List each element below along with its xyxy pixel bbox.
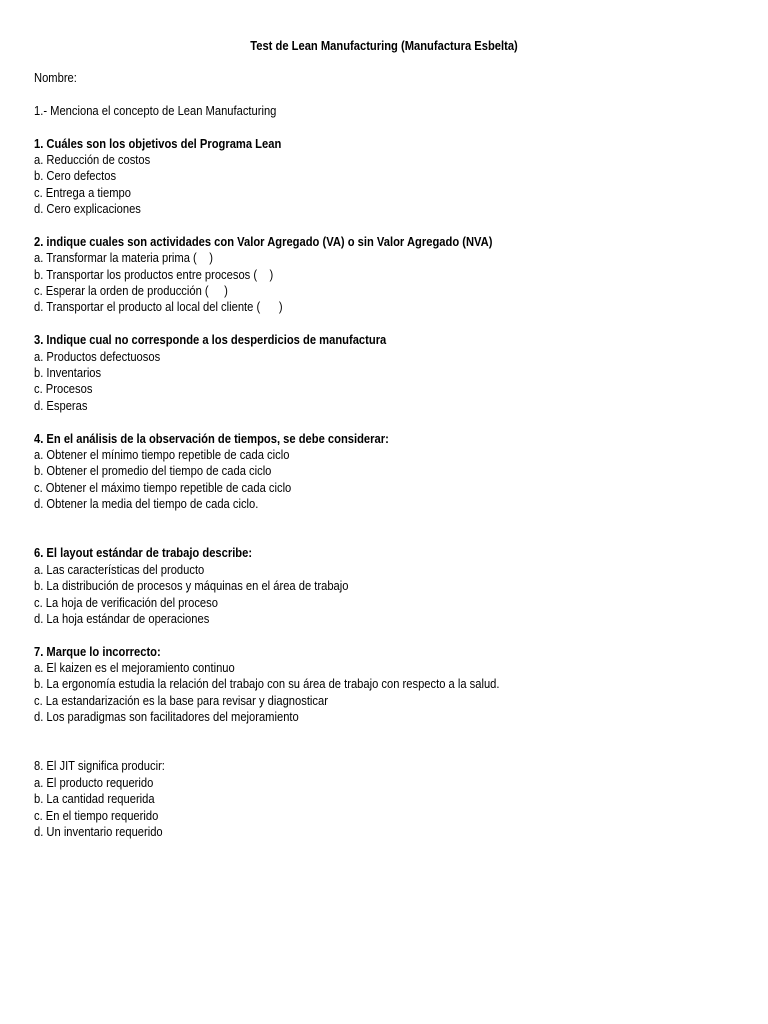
answer-option: a. El producto requerido (34, 774, 154, 790)
spacer (34, 529, 734, 545)
answer-option: b. La ergonomía estudia la relación del trabajo con su área de trabajo con respecto a la salud. (34, 676, 500, 692)
answer-option: a. El kaizen es el mejoramiento continuo (34, 660, 235, 676)
question-heading: 7. Marque lo incorrecto: (34, 643, 161, 659)
question-block (34, 332, 734, 414)
answer-option: a. Las características del producto (34, 561, 205, 577)
spacer (34, 513, 734, 529)
answer-option: a. Obtener el mínimo tiempo repetible de cada ciclo (34, 446, 290, 462)
answer-option: b. Transportar los productos entre procesos ( ) (34, 266, 274, 282)
spacer (34, 86, 734, 102)
answer-option: c. Entrega a tiempo (34, 184, 131, 200)
document-body (34, 70, 734, 840)
answer-option: a. Transformar la materia prima ( ) (34, 250, 213, 266)
question-heading: 6. El layout estándar de trabajo describe: (34, 545, 253, 561)
answer-option: d. La hoja estándar de operaciones (34, 610, 210, 626)
answer-option: d. Esperas (34, 397, 88, 413)
question-block (34, 234, 734, 316)
spacer (34, 119, 734, 135)
answer-option: d. Transportar el producto al local del cliente ( ) (34, 299, 283, 315)
document-title: Test de Lean Manufacturing (Manufactura Esbelta) (250, 38, 518, 53)
answer-option: d. Cero explicaciones (34, 201, 141, 217)
answer-option: a. Reducción de costos (34, 151, 151, 167)
answer-option: b. Cero defectos (34, 168, 117, 184)
answer-option: a. Productos defectuosos (34, 348, 161, 364)
spacer (34, 316, 734, 332)
answer-option: d. Un inventario requerido (34, 823, 163, 839)
question-block (34, 136, 734, 218)
answer-option: d. Obtener la media del tiempo de cada ciclo. (34, 496, 259, 512)
answer-option: c. La estandarización es la base para revisar y diagnosticar (34, 692, 328, 708)
answer-option: b. La distribución de procesos y máquinas en el área de trabajo (34, 578, 349, 594)
answer-option: b. La cantidad requerida (34, 791, 155, 807)
answer-option: b. Inventarios (34, 365, 102, 381)
question-heading: 2. indique cuales son actividades con Valor Agregado (VA) o sin Valor Agregado (NVA) (34, 233, 493, 249)
answer-option: c. Esperar la orden de producción ( ) (34, 283, 228, 299)
spacer (34, 414, 734, 430)
question-block (34, 431, 734, 513)
question-heading: 1. Cuáles son los objetivos del Programa Lean (34, 135, 282, 151)
answer-option: b. Obtener el promedio del tiempo de cada ciclo (34, 463, 272, 479)
question-heading: 3. Indique cual no corresponde a los desperdicios de manufactura (34, 332, 387, 348)
answer-option: d. Los paradigmas son facilitadores del mejoramiento (34, 709, 299, 725)
intro-question: 1.- Menciona el concepto de Lean Manufacturing (34, 102, 277, 118)
spacer (34, 742, 734, 758)
question-heading: 4. En el análisis de la observación de tiempos, se debe considerar: (34, 430, 389, 446)
answer-option: c. Procesos (34, 381, 93, 397)
answer-option: c. Obtener el máximo tiempo repetible de cada ciclo (34, 479, 292, 495)
spacer (34, 627, 734, 643)
question-block (34, 758, 734, 840)
question-block (34, 545, 734, 627)
answer-option: c. En el tiempo requerido (34, 807, 159, 823)
question-heading: 8. El JIT significa producir: (34, 758, 165, 774)
spacer (34, 218, 734, 234)
answer-option: c. La hoja de verificación del proceso (34, 594, 218, 610)
question-block (34, 644, 734, 726)
spacer (34, 726, 734, 742)
name-label: Nombre: (34, 70, 77, 85)
